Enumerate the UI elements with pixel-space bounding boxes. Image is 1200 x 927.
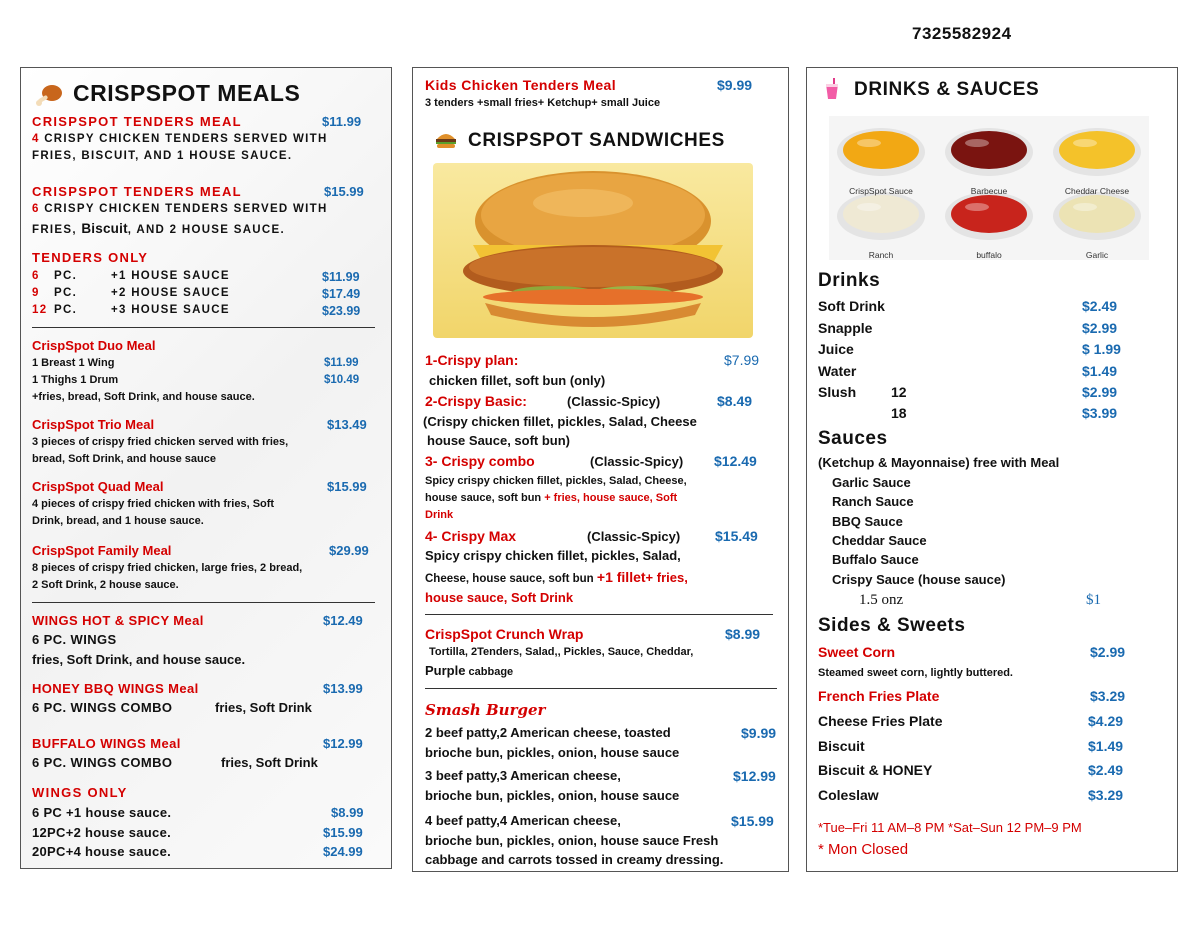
drink-price: $ 1.99 [1082,341,1121,357]
sandwich-3-desc-line3: Drink [425,509,454,521]
wings-only-price: $24.99 [323,844,363,859]
slush-label: Slush [818,384,857,400]
divider [425,688,777,689]
slush-size: 12 [891,384,907,400]
tenders-only-pc: PC. [54,270,78,282]
side-name: Biscuit [818,737,865,754]
trio-meal-line2: bread, Soft Drink, and house sauce [32,453,216,465]
sandwiches-panel [412,67,789,872]
sauce-cup [945,128,1033,176]
sauce-item: BBQ Sauce [832,513,903,529]
sauce-item: Buffalo Sauce [832,552,919,568]
honey-bbq-wings-line1: 6 PC. WINGS COMBO [32,700,173,715]
smash-1-line2: brioche bun, pickles, onion, house sauce [425,745,680,760]
smash-2-line2: brioche bun, pickles, onion, house sauce [425,788,680,803]
smash-2-price: $12.99 [733,768,776,784]
sandwich-1-title: 1-Crispy plan: [425,352,519,368]
tenders-only-qty: 12 [32,304,48,316]
wings-only-desc: 20PC+4 house sauce. [32,844,172,859]
sandwich-2-desc-line1: (Crispy chicken fillet, pickles, Salad, Cheese [423,414,697,429]
tenders-meal-6-desc-line1: 6 CRISPY CHICKEN TENDERS SERVED WITH [32,203,328,215]
wings-only-title: WINGS ONLY [32,785,128,800]
smash-3-line1: 4 beef patty,4 American cheese, [425,813,621,828]
sauces-title: Sauces [818,428,888,449]
french-fries-price: $3.29 [1090,688,1126,704]
smash-1-line1: 2 beef patty,2 American cheese, toasted [425,725,671,740]
sauce-item: Crispy Sauce (house sauce) [832,571,1006,587]
wings-only-desc: 6 PC +1 house sauce. [32,805,172,820]
chicken-sandwich-image [433,163,753,338]
sandwich-3-desc-line1: Spicy crispy chicken fillet, pickles, Salad, Cheese, [425,475,687,487]
drinks-sauces-panel [806,67,1178,872]
kids-meal-title: Kids Chicken Tenders Meal [425,77,617,93]
crunch-wrap-desc-line1: Tortilla, 2Tenders, Salad,, Pickles, Sauce, Cheddar, [429,646,694,658]
side-price: $3.29 [1088,787,1124,804]
slush-price: $3.99 [1082,405,1118,421]
sauce-cup [1053,192,1141,240]
honey-bbq-wings-title: HONEY BBQ WINGS Meal [32,681,199,696]
family-meal-price: $29.99 [329,543,369,558]
sandwich-4-desc-line3: house sauce, Soft Drink [425,590,574,605]
drink-price: $2.49 [1082,298,1118,314]
wings-hot-spicy-line1: 6 PC. WINGS [32,632,117,647]
meals-title: CRISPSPOT MEALS [73,80,301,106]
sandwich-4-option: (Classic-Spicy) [587,529,681,544]
sauce-cup [945,192,1033,240]
wings-only-price: $8.99 [331,805,364,820]
sauce-cup [837,192,925,240]
drink-name: Soft Drink [818,298,885,314]
honey-bbq-wings-line1b: fries, Soft Drink [215,700,312,715]
wings-hot-spicy-price: $12.49 [323,613,363,628]
tenders-meal-4-price: $11.99 [322,114,362,129]
sandwich-3-price: $12.49 [714,453,757,469]
duo-meal-line2: 1 Thighs 1 Drum [32,374,119,386]
side-price: $1.49 [1088,737,1124,754]
sauce-cup-label: CrispSpot Sauce [849,186,913,196]
sandwich-4-desc-line1: Spicy crispy chicken fillet, pickles, Salad, [425,548,681,563]
sauce-item: Ranch Sauce [832,494,914,510]
sandwich-3-title: 3- Crispy combo [425,453,535,469]
sweet-corn-price: $2.99 [1090,644,1126,660]
smash-3-price: $15.99 [731,813,774,829]
duo-meal-price1: $11.99 [324,357,359,369]
sides-title: Sides & Sweets [818,615,966,636]
duo-meal-line3: +fries, bread, Soft Drink, and house sauce. [32,391,255,403]
smash-2-line1: 3 beef patty,3 American cheese, [425,768,621,783]
opening-hours: *Tue–Fri 11 AM–8 PM *Sat–Sun 12 PM–9 PM [818,820,1082,835]
drink-price: $1.49 [1082,362,1118,379]
wings-only-desc: 12PC+2 house sauce. [32,824,172,840]
quad-meal-line2: Drink, bread, and 1 house sauce. [32,515,204,527]
meals-panel [20,67,392,869]
smash-1-price: $9.99 [741,725,777,741]
family-meal-title: CrispSpot Family Meal [32,543,172,558]
sandwich-4-price: $15.49 [715,528,758,544]
drinks-sauces-title: DRINKS & SAUCES [854,79,1040,100]
side-name: Cheese Fries Plate [818,713,943,729]
drinks-title: Drinks [818,270,881,291]
monday-closed: * Mon Closed [818,841,909,858]
tenders-meal-6-desc-line2: FRIES, Biscuit, AND 2 HOUSE SAUCE. [32,221,285,236]
smash-burger-title: Smash Burger [425,701,546,719]
sauce-cup-label: Ranch [868,250,894,260]
sandwich-3-desc-line2: house sauce, soft bun + fries, house sauce, Soft [425,492,678,504]
sauce-cup-label: buffalo [976,250,1002,260]
sandwich-1-price: $7.99 [724,352,760,368]
divider [32,327,375,328]
sandwich-2-option: (Classic-Spicy) [567,394,661,409]
tenders-only-pc: PC. [54,287,78,299]
divider [425,614,773,615]
tenders-only-pc: PC. [54,304,78,316]
tenders-only-qty: 6 [32,270,40,282]
sandwich-4-desc-line2: Cheese, house sauce, soft bun +1 fillet+ fries, [425,569,688,585]
side-name: Biscuit & HONEY [818,762,933,779]
family-meal-line2: 2 Soft Drink, 2 house sauce. [32,579,179,591]
drink-name: Water [818,362,857,379]
duo-meal-price2: $10.49 [324,374,360,386]
drink-name: Juice [818,341,854,357]
duo-meal-line1: 1 Breast 1 Wing [32,357,115,369]
sauce-item: Cheddar Sauce [832,532,927,548]
divider [32,602,375,603]
chicken-leg-icon [33,82,63,108]
tenders-meal-4-title: CRISPSPOT TENDERS MEAL [32,114,242,129]
wings-only-price: $15.99 [323,824,363,840]
sauce-cup-label: Garlic [1085,250,1109,260]
crunch-wrap-title: CrispSpot Crunch Wrap [425,626,584,642]
phone-number: 7325582924 [912,24,1012,43]
tenders-only-title: TENDERS ONLY [32,250,149,265]
sauce-cups-image [829,116,1149,260]
tenders-only-price: $23.99 [322,304,361,318]
sauces-note: (Ketchup & Mayonnaise) free with Meal [818,455,1060,470]
drink-cup-icon [824,78,840,100]
wings-hot-spicy-title: WINGS HOT & SPICY Meal [32,613,204,628]
sandwich-2-desc-line2: house Sauce, soft bun) [427,433,571,448]
crunch-wrap-price: $8.99 [725,626,761,642]
tenders-only-desc: +3 HOUSE SAUCE [111,304,230,316]
side-price: $2.49 [1088,762,1124,779]
honey-bbq-wings-price: $13.99 [323,681,363,696]
sandwich-3-option: (Classic-Spicy) [590,454,684,469]
trio-meal-title: CrispSpot Trio Meal [32,417,155,432]
tenders-meal-4-desc-line2: FRIES, BISCUIT, AND 1 HOUSE SAUCE. [32,150,293,162]
sauce-size-price: $1 [1086,592,1101,608]
tenders-only-desc: +1 HOUSE SAUCE [111,270,230,282]
sandwich-2-price: $8.49 [717,393,753,409]
drink-name: Snapple [818,319,873,336]
sauce-size: 1.5 onz [859,592,904,608]
trio-meal-line1: 3 pieces of crispy fried chicken served with fries, [32,436,289,448]
wings-hot-spicy-line2: fries, Soft Drink, and house sauce. [32,652,246,667]
sandwiches-title: CRISPSPOT SANDWICHES [468,130,725,151]
duo-meal-title: CrispSpot Duo Meal [32,338,156,353]
buffalo-wings-line1: 6 PC. WINGS COMBO [32,755,173,770]
slush-price: $2.99 [1082,384,1118,400]
trio-meal-price: $13.49 [327,417,367,432]
sauce-cup-label: Barbecue [970,186,1008,196]
crunch-wrap-desc-line2: Purple cabbage [425,663,514,678]
tenders-meal-6-title: CRISPSPOT TENDERS MEAL [32,184,242,199]
family-meal-line1: 8 pieces of crispy fried chicken, large fries, 2 bread, [32,562,303,574]
french-fries-name: French Fries Plate [818,688,940,704]
sweet-corn-name: Sweet Corn [818,644,896,660]
burger-icon [435,131,457,149]
sauce-item: Garlic Sauce [832,475,911,490]
sandwich-2-title: 2-Crispy Basic: [425,393,527,409]
tenders-only-qty: 9 [32,287,40,299]
sauce-cup [837,128,925,176]
tenders-only-price: $17.49 [322,287,361,301]
buffalo-wings-price: $12.99 [323,736,363,751]
tenders-meal-4-desc-line1: 4 CRISPY CHICKEN TENDERS SERVED WITH [32,133,328,145]
kids-meal-desc: 3 tenders +small fries+ Ketchup+ small Juice [425,97,661,109]
sandwich-4-title: 4- Crispy Max [425,528,517,544]
smash-3-line2: brioche bun, pickles, onion, house sauce Fresh [425,833,719,848]
tenders-meal-6-price: $15.99 [324,184,364,199]
kids-meal-price: $9.99 [717,77,753,93]
smash-3-line3: cabbage and carrots tossed in creamy dressing. [425,852,724,867]
slush-size: 18 [891,405,907,421]
tenders-only-price: $11.99 [322,270,360,284]
side-price: $4.29 [1088,713,1124,729]
sauce-cup [1053,128,1141,176]
drink-price: $2.99 [1082,319,1118,336]
quad-meal-line1: 4 pieces of crispy fried chicken with fries, Soft [32,498,275,510]
sweet-corn-desc: Steamed sweet corn, lightly buttered. [818,667,1013,679]
sauce-cup-label: Cheddar Cheese [1064,186,1130,196]
quad-meal-title: CrispSpot Quad Meal [32,479,164,494]
quad-meal-price: $15.99 [327,479,367,494]
side-name: Coleslaw [818,787,879,804]
tenders-only-desc: +2 HOUSE SAUCE [111,287,230,299]
buffalo-wings-line1b: fries, Soft Drink [221,755,318,770]
sandwich-1-desc: chicken fillet, soft bun (only) [429,373,606,388]
buffalo-wings-title: BUFFALO WINGS Meal [32,736,181,751]
